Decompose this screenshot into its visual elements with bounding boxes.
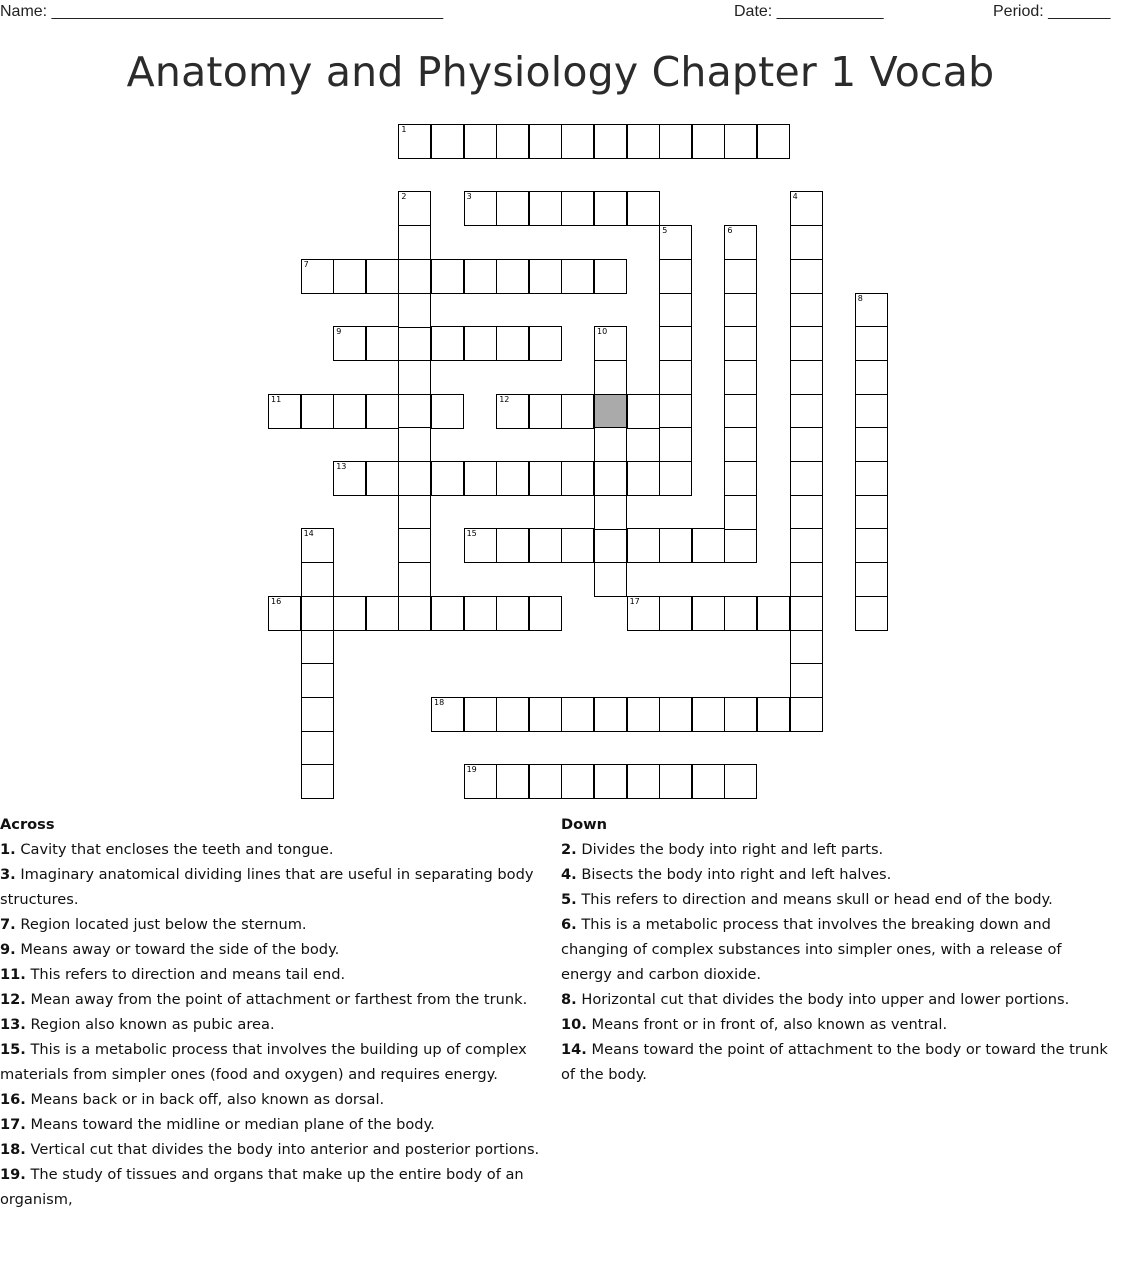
grid-cell[interactable] — [594, 124, 627, 159]
clue-text: Mean away from the point of attachment or farthest from the trunk. — [25, 991, 528, 1008]
grid-cell[interactable] — [366, 596, 399, 631]
clue-text: Means toward the midline or median plane of the body. — [25, 1116, 435, 1133]
grid-cell[interactable] — [268, 596, 301, 631]
grid-cell[interactable] — [464, 326, 497, 361]
grid-cell[interactable] — [724, 259, 757, 294]
grid-cell[interactable] — [790, 259, 823, 294]
grid-cell[interactable] — [464, 124, 497, 159]
grid-cell[interactable] — [464, 697, 497, 732]
grid-cell[interactable] — [594, 495, 627, 530]
grid-cell[interactable] — [398, 259, 431, 294]
grid-cell[interactable] — [398, 461, 431, 496]
clue-text: Horizontal cut that divides the body into upper and lower portions. — [576, 991, 1070, 1008]
grid-cell[interactable] — [627, 528, 660, 563]
clue-num: 16. — [0, 1091, 26, 1108]
grid-cell[interactable] — [529, 461, 562, 496]
grid-cell[interactable] — [398, 124, 431, 159]
grid-cell[interactable] — [692, 697, 725, 732]
clue-num: 8. — [561, 991, 577, 1008]
grid-cell[interactable] — [790, 528, 823, 563]
grid-cell[interactable] — [757, 596, 790, 631]
grid-cell[interactable] — [790, 225, 823, 260]
grid-cell[interactable] — [398, 360, 431, 395]
grid-cell[interactable] — [496, 596, 529, 631]
clue-text: This is a metabolic process that involves the breaking down and changing of complex substances into simpler ones, with a release of energy and carbon dioxide. — [561, 916, 1062, 983]
grid-cell[interactable] — [724, 764, 757, 799]
clue-num: 18. — [0, 1141, 26, 1158]
grid-cell[interactable] — [659, 697, 692, 732]
clue-text: Means away or toward the side of the body. — [15, 941, 340, 958]
grid-cell[interactable] — [855, 326, 888, 361]
down-clue-list — [561, 837, 1117, 1087]
grid-cell[interactable] — [724, 427, 757, 462]
grid-cell[interactable] — [464, 259, 497, 294]
grid-cell[interactable] — [757, 124, 790, 159]
across-clue — [0, 987, 562, 1012]
down-clue — [561, 987, 1117, 1012]
grid-cell[interactable] — [496, 528, 529, 563]
clue-text: Means back or in back off, also known as dorsal. — [25, 1091, 385, 1108]
grid-cell[interactable] — [692, 124, 725, 159]
grid-cell[interactable] — [594, 528, 627, 563]
clue-num: 19. — [0, 1166, 26, 1183]
grid-cell[interactable] — [855, 461, 888, 496]
grid-cell[interactable] — [561, 528, 594, 563]
across-clue — [0, 862, 562, 912]
clue-number: 4 — [792, 192, 798, 202]
clue-number: 19 — [466, 765, 477, 775]
grid-cell[interactable] — [333, 394, 366, 429]
grid-cell[interactable] — [790, 461, 823, 496]
grid-cell[interactable] — [496, 764, 529, 799]
grid-cell[interactable] — [333, 596, 366, 631]
grid-cell[interactable] — [464, 461, 497, 496]
across-clues — [0, 812, 562, 1212]
grid-cell[interactable] — [496, 124, 529, 159]
grid-cell[interactable] — [529, 596, 562, 631]
clue-text: Region located just below the sternum. — [15, 916, 307, 933]
grid-cell[interactable] — [627, 191, 660, 226]
grid-cell[interactable] — [398, 495, 431, 530]
grid-cell[interactable] — [333, 259, 366, 294]
date-field[interactable]: Date: ____________ — [734, 3, 884, 20]
clue-num: 5. — [561, 891, 577, 908]
grid-cell[interactable] — [790, 562, 823, 597]
grid-cell[interactable] — [790, 293, 823, 328]
clue-number: 7 — [303, 259, 309, 269]
grid-cell[interactable] — [594, 259, 627, 294]
across-clue — [0, 962, 562, 987]
grid-cell[interactable] — [561, 191, 594, 226]
grid-cell[interactable] — [659, 360, 692, 395]
grid-cell[interactable] — [431, 326, 464, 361]
clue-number: 3 — [466, 192, 472, 202]
grid-cell[interactable] — [790, 495, 823, 530]
clue-text: This refers to direction and means skull or head end of the body. — [576, 891, 1053, 908]
clue-num: 17. — [0, 1116, 26, 1133]
grid-cell[interactable] — [627, 124, 660, 159]
grid-cell[interactable] — [790, 663, 823, 698]
clue-number: 11 — [271, 394, 282, 404]
clue-number: 12 — [499, 394, 510, 404]
clue-text: Divides the body into right and left parts. — [576, 841, 884, 858]
grid-cell[interactable] — [529, 697, 562, 732]
clue-number: 15 — [466, 529, 477, 539]
period-field[interactable]: Period: _______ — [993, 3, 1111, 20]
grid-cell[interactable] — [464, 191, 497, 226]
clue-text: Imaginary anatomical dividing lines that are useful in separating body structures. — [0, 866, 534, 908]
clue-text: This refers to direction and means tail end. — [25, 966, 346, 983]
grid-cell[interactable] — [790, 697, 823, 732]
clue-num: 13. — [0, 1016, 26, 1033]
grid-cell[interactable] — [301, 731, 334, 766]
grid-cell[interactable] — [301, 596, 334, 631]
grid-cell[interactable] — [268, 394, 301, 429]
clue-num: 6. — [561, 916, 577, 933]
grid-cell[interactable] — [790, 394, 823, 429]
down-clue — [561, 1037, 1117, 1087]
clue-number: 9 — [336, 327, 342, 337]
grid-cell[interactable] — [659, 326, 692, 361]
grid-cell[interactable] — [659, 461, 692, 496]
clue-num: 1. — [0, 841, 16, 858]
grid-cell[interactable] — [757, 697, 790, 732]
grid-cell[interactable] — [627, 596, 660, 631]
grid-cell[interactable] — [659, 293, 692, 328]
grid-cell[interactable] — [855, 360, 888, 395]
clue-text: The study of tissues and organs that make up the entire body of an organism, — [0, 1166, 524, 1208]
down-clue — [561, 837, 1117, 862]
grid-cell[interactable] — [594, 427, 627, 462]
clue-text: This is a metabolic process that involves the building up of complex materials from simpler ones (food and oxygen) and requires energy. — [0, 1041, 527, 1083]
across-clue — [0, 1162, 562, 1212]
grid-cell[interactable] — [398, 528, 431, 563]
grid-cell[interactable] — [594, 360, 627, 395]
grid-cell[interactable] — [496, 326, 529, 361]
across-clue — [0, 937, 562, 962]
grid-cell[interactable] — [561, 394, 594, 429]
grid-cell[interactable] — [398, 562, 431, 597]
down-clues — [561, 812, 1117, 1087]
grid-cell[interactable] — [659, 596, 692, 631]
grid-cell[interactable] — [659, 259, 692, 294]
grid-cell[interactable] — [301, 630, 334, 665]
clue-num: 7. — [0, 916, 16, 933]
grid-cell[interactable] — [659, 427, 692, 462]
clue-number: 6 — [727, 226, 733, 236]
shaded-cell — [594, 394, 627, 429]
grid-cell[interactable] — [724, 360, 757, 395]
grid-cell[interactable] — [594, 764, 627, 799]
grid-cell[interactable] — [855, 596, 888, 631]
clue-text: Region also known as pubic area. — [25, 1016, 275, 1033]
grid-cell[interactable] — [398, 427, 431, 462]
grid-cell[interactable] — [431, 461, 464, 496]
clue-num: 2. — [561, 841, 577, 858]
grid-cell[interactable] — [855, 562, 888, 597]
clue-text: Vertical cut that divides the body into anterior and posterior portions. — [25, 1141, 540, 1158]
grid-cell[interactable] — [496, 191, 529, 226]
grid-cell[interactable] — [529, 394, 562, 429]
grid-cell[interactable] — [724, 326, 757, 361]
grid-cell[interactable] — [659, 764, 692, 799]
across-clue — [0, 1087, 562, 1112]
grid-cell[interactable] — [594, 461, 627, 496]
grid-cell[interactable] — [724, 495, 757, 530]
grid-cell[interactable] — [301, 562, 334, 597]
clue-number: 17 — [629, 596, 640, 606]
grid-cell[interactable] — [594, 326, 627, 361]
grid-cell[interactable] — [301, 764, 334, 799]
grid-cell[interactable] — [855, 427, 888, 462]
grid-cell[interactable] — [398, 394, 431, 429]
grid-cell[interactable] — [301, 259, 334, 294]
grid-cell[interactable] — [790, 191, 823, 226]
clue-number: 14 — [303, 529, 314, 539]
grid-cell[interactable] — [529, 259, 562, 294]
grid-cell[interactable] — [724, 461, 757, 496]
grid-cell[interactable] — [659, 394, 692, 429]
grid-cell[interactable] — [724, 697, 757, 732]
clue-number: 1 — [401, 125, 407, 134]
clue-number: 18 — [434, 697, 445, 707]
grid-cell[interactable] — [398, 596, 431, 631]
grid-cell[interactable] — [855, 394, 888, 429]
across-clue — [0, 837, 562, 862]
across-clue-list — [0, 837, 562, 1212]
grid-cell[interactable] — [627, 461, 660, 496]
grid-cell[interactable] — [529, 326, 562, 361]
grid-cell[interactable] — [692, 764, 725, 799]
grid-cell[interactable] — [529, 764, 562, 799]
clue-num: 4. — [561, 866, 577, 883]
grid-cell[interactable] — [496, 394, 529, 429]
grid-cell[interactable] — [561, 697, 594, 732]
clue-num: 11. — [0, 966, 26, 983]
grid-cell[interactable] — [561, 259, 594, 294]
across-clue — [0, 1112, 562, 1137]
name-field[interactable]: Name: ____________________________________________ — [0, 3, 444, 20]
grid-cell[interactable] — [529, 191, 562, 226]
grid-cell[interactable] — [496, 259, 529, 294]
grid-cell[interactable] — [529, 528, 562, 563]
grid-cell[interactable] — [301, 528, 334, 563]
grid-cell[interactable] — [724, 293, 757, 328]
grid-cell[interactable] — [333, 326, 366, 361]
down-heading: Down — [561, 816, 608, 833]
grid-cell[interactable] — [366, 259, 399, 294]
grid-cell[interactable] — [724, 394, 757, 429]
grid-cell[interactable] — [724, 225, 757, 260]
grid-cell[interactable] — [659, 124, 692, 159]
grid-cell[interactable] — [790, 326, 823, 361]
grid-cell[interactable] — [627, 764, 660, 799]
clue-num: 14. — [561, 1041, 587, 1058]
grid-cell[interactable] — [431, 596, 464, 631]
down-clue — [561, 862, 1117, 887]
grid-cell[interactable] — [333, 461, 366, 496]
clue-number: 5 — [662, 226, 668, 236]
grid-cell[interactable] — [398, 326, 431, 361]
grid-cell[interactable] — [496, 461, 529, 496]
grid-cell[interactable] — [790, 596, 823, 631]
grid-cell[interactable] — [627, 697, 660, 732]
grid-cell[interactable] — [398, 225, 431, 260]
clue-num: 10. — [561, 1016, 587, 1033]
grid-cell[interactable] — [790, 630, 823, 665]
grid-cell[interactable] — [431, 259, 464, 294]
grid-cell[interactable] — [301, 697, 334, 732]
clue-num: 9. — [0, 941, 16, 958]
grid-cell[interactable] — [496, 697, 529, 732]
across-heading: Across — [0, 816, 55, 833]
across-clue — [0, 1012, 562, 1037]
down-clue — [561, 887, 1117, 912]
clue-text: Bisects the body into right and left halves. — [576, 866, 892, 883]
grid-cell[interactable] — [627, 394, 660, 429]
grid-cell[interactable] — [431, 697, 464, 732]
clue-num: 15. — [0, 1041, 26, 1058]
grid-cell[interactable] — [529, 124, 562, 159]
grid-cell[interactable] — [398, 293, 431, 328]
page-title: Anatomy and Physiology Chapter 1 Vocab — [126, 48, 995, 96]
across-clue — [0, 1137, 562, 1162]
grid-cell[interactable] — [790, 427, 823, 462]
grid-cell[interactable] — [855, 293, 888, 328]
grid-cell[interactable] — [724, 528, 757, 563]
grid-cell[interactable] — [301, 663, 334, 698]
across-clue — [0, 912, 562, 937]
clue-text: Cavity that encloses the teeth and tongue. — [15, 841, 334, 858]
grid-cell[interactable] — [464, 764, 497, 799]
grid-cell[interactable] — [594, 191, 627, 226]
clue-number: 16 — [271, 596, 282, 606]
grid-cell[interactable] — [366, 461, 399, 496]
clue-number: 13 — [336, 462, 347, 471]
grid-cell[interactable] — [724, 596, 757, 631]
clue-num: 3. — [0, 866, 16, 883]
grid-cell[interactable] — [301, 394, 334, 429]
grid-cell[interactable] — [659, 528, 692, 563]
clue-number: 2 — [401, 192, 407, 202]
down-clue — [561, 912, 1117, 987]
clue-number: 8 — [857, 293, 863, 303]
grid-cell[interactable] — [790, 360, 823, 395]
grid-cell[interactable] — [724, 124, 757, 159]
grid-cell[interactable] — [431, 124, 464, 159]
clue-num: 12. — [0, 991, 26, 1008]
grid-cell[interactable] — [464, 596, 497, 631]
grid-cell[interactable] — [594, 562, 627, 597]
grid-cell[interactable] — [855, 528, 888, 563]
grid-cell[interactable] — [398, 191, 431, 226]
grid-cell[interactable] — [366, 326, 399, 361]
grid-cell[interactable] — [692, 528, 725, 563]
grid-cell[interactable] — [366, 394, 399, 429]
grid-cell[interactable] — [855, 495, 888, 530]
grid-cell[interactable] — [594, 697, 627, 732]
down-clue — [561, 1012, 1117, 1037]
clue-number: 10 — [597, 327, 608, 337]
clue-text: Means front or in front of, also known as ventral. — [586, 1016, 948, 1033]
grid-cell[interactable] — [561, 461, 594, 496]
clue-text: Means toward the point of attachment to the body or toward the trunk of the body. — [561, 1041, 1108, 1083]
grid-cell[interactable] — [692, 596, 725, 631]
grid-cell[interactable] — [561, 124, 594, 159]
grid-cell[interactable] — [561, 764, 594, 799]
grid-cell[interactable] — [659, 225, 692, 260]
across-clue — [0, 1037, 562, 1087]
grid-cell[interactable] — [431, 394, 464, 429]
grid-cell[interactable] — [464, 528, 497, 563]
